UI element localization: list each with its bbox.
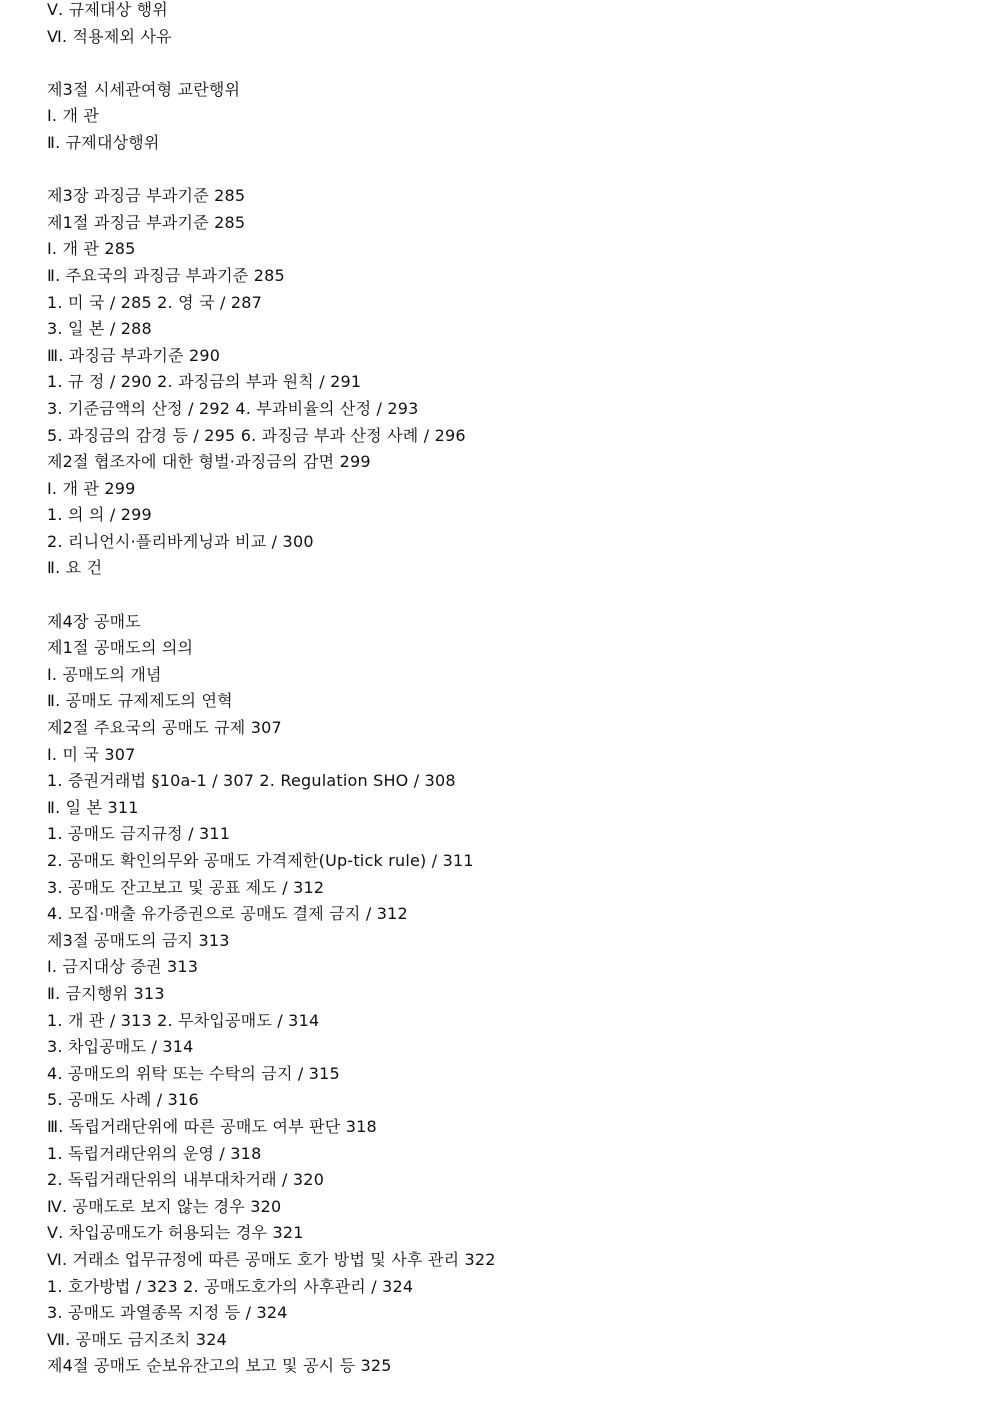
- toc-line: Ⅴ. 차입공매도가 허용되는 경우 321: [47, 1223, 304, 1243]
- toc-line: 제4장 공매도: [47, 611, 141, 631]
- toc-blank-line: [47, 50, 972, 77]
- toc-blank-line: [47, 582, 972, 609]
- toc-line: 2. 리니언시·플리바게닝과 비교 / 300: [47, 531, 314, 551]
- toc-line: Ⅵ. 거래소 업무규정에 따른 공매도 호가 방법 및 사후 관리 322: [47, 1249, 496, 1269]
- toc-line: 4. 모집·매출 유가증권으로 공매도 결제 금지 / 312: [47, 904, 408, 924]
- toc-line: 2. 공매도 확인의무와 공매도 가격제한(Up-tick rule) / 311: [47, 851, 474, 870]
- toc-line: Ⅱ. 공매도 규제제도의 연혁: [47, 691, 233, 711]
- toc-line: Ⅱ. 요 건: [47, 558, 103, 578]
- toc-line: Ⅱ. 규제대상행위: [47, 132, 160, 152]
- toc-line: Ⅰ. 공매도의 개념: [47, 664, 162, 684]
- toc-line: 제2절 협조자에 대한 형벌·과징금의 감면 299: [47, 452, 371, 472]
- toc-line: Ⅰ. 개 관 285: [47, 239, 136, 259]
- toc-line: Ⅰ. 금지대상 증권 313: [47, 957, 199, 977]
- toc-line: 제3절 공매도의 금지 313: [47, 930, 230, 950]
- toc-line: 1. 규 정 / 290 2. 과징금의 부과 원칙 / 291: [47, 372, 362, 392]
- toc-line: Ⅰ. 미 국 307: [47, 744, 136, 764]
- toc-line: Ⅶ. 공매도 금지조치 324: [47, 1329, 227, 1349]
- toc-line: 5. 과징금의 감경 등 / 295 6. 과징금 부과 산정 사례 / 296: [47, 425, 466, 445]
- toc-line: 1. 공매도 금지규정 / 311: [47, 824, 231, 844]
- toc-line: 1. 증권거래법 §10a-1 / 307 2. Regulation SHO / 308: [47, 771, 456, 791]
- toc-line: Ⅱ. 금지행위 313: [47, 983, 165, 1003]
- toc-line: 3. 공매도 잔고보고 및 공표 제도 / 312: [47, 877, 325, 897]
- toc-line: 1. 독립거래단위의 운영 / 318: [47, 1143, 262, 1163]
- toc-line: 3. 일 본 / 288: [47, 319, 152, 339]
- toc-line: 1. 개 관 / 313 2. 무차입공매도 / 314: [47, 1010, 320, 1030]
- toc-line: 2. 독립거래단위의 내부대차거래 / 320: [47, 1170, 325, 1190]
- toc-line: 1. 의 의 / 299: [47, 505, 152, 525]
- toc-line: 3. 기준금액의 산정 / 292 4. 부과비율의 산정 / 293: [47, 398, 419, 418]
- toc-line: Ⅱ. 주요국의 과징금 부과기준 285: [47, 265, 285, 285]
- toc-line: 제1절 과징금 부과기준 285: [47, 212, 246, 232]
- toc-line: Ⅲ. 독립거래단위에 따른 공매도 여부 판단 318: [47, 1116, 377, 1136]
- toc-line: Ⅴ. 규제대상 행위: [47, 0, 168, 19]
- table-of-contents: [47, 0, 972, 1380]
- toc-line: 3. 차입공매도 / 314: [47, 1037, 194, 1057]
- toc-line: Ⅰ. 개 관 299: [47, 478, 136, 498]
- toc-line: 제3장 과징금 부과기준 285: [47, 186, 246, 206]
- toc-line: Ⅲ. 과징금 부과기준 290: [47, 345, 221, 365]
- toc-line: Ⅱ. 일 본 311: [47, 797, 139, 817]
- toc-line: 1. 미 국 / 285 2. 영 국 / 287: [47, 292, 262, 312]
- toc-line: 제2절 주요국의 공매도 규제 307: [47, 718, 282, 738]
- toc-line: 5. 공매도 사례 / 316: [47, 1090, 199, 1110]
- toc-line: Ⅳ. 공매도로 보지 않는 경우 320: [47, 1196, 282, 1216]
- toc-line: 제1절 공매도의 의의: [47, 638, 194, 658]
- toc-blank-line: [47, 157, 972, 184]
- toc-line: 제3절 시세관여형 교란행위: [47, 79, 241, 99]
- toc-line: Ⅵ. 적용제외 사유: [47, 26, 172, 46]
- toc-line: 4. 공매도의 위탁 또는 수탁의 금지 / 315: [47, 1063, 340, 1083]
- toc-line: 1. 호가방법 / 323 2. 공매도호가의 사후관리 / 324: [47, 1276, 414, 1296]
- toc-line: Ⅰ. 개 관: [47, 106, 100, 126]
- toc-line: 제4절 공매도 순보유잔고의 보고 및 공시 등 325: [47, 1356, 392, 1376]
- toc-line: 3. 공매도 과열종목 지정 등 / 324: [47, 1303, 288, 1323]
